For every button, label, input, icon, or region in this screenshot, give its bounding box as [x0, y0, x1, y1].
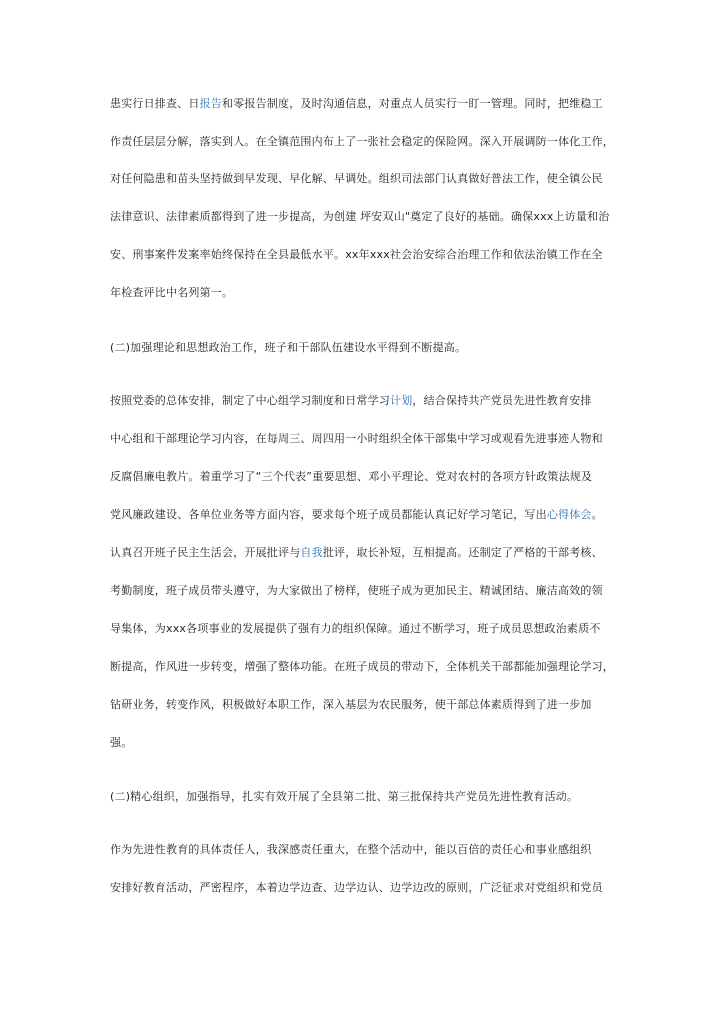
text-run: 安、刑事案件发案率始终保持在全县最低水平。xx年xxx社会治安综合治理工作和依法治镇工作在全: [110, 248, 603, 261]
section-heading-3: [110, 790, 620, 804]
paragraph-2-line-3: [110, 470, 620, 484]
text-run: 按照党委的总体安排，制定了中心组学习制度和日常学习: [110, 394, 390, 407]
paragraph-1-line-6: [110, 286, 620, 300]
text-run: 对任何隐患和苗头坚持做到早发现、早化解、早调处。组织司法部门认真做好普法工作，使全镇公民: [110, 172, 603, 185]
paragraph-2-line-8: [110, 660, 620, 674]
paragraph-2-line-5: [110, 546, 620, 560]
paragraph-1-line-3: [110, 172, 620, 186]
paragraph-1-line-1: [110, 97, 620, 111]
paragraph-1-line-4: [110, 210, 620, 224]
text-run: 认真召开班子民主生活会，开展批评与: [110, 546, 301, 559]
paragraph-2-line-10: [110, 736, 620, 750]
text-run: 中心组和干部理论学习内容，在每周三、周四用一小时组织全体干部集中学习或观看先进事迹人物和: [110, 432, 603, 445]
paragraph-3-line-1: [110, 843, 620, 857]
link-report[interactable]: 报告: [199, 97, 223, 110]
text-run: 年检查评比中名列第一。: [110, 286, 234, 299]
text-run: 作为先进性教育的具体责任人，我深感责任重大，在整个活动中，能以百倍的责任心和事业感组织: [110, 843, 592, 856]
paragraph-2-line-9: [110, 698, 620, 712]
paragraph-1-line-2: [110, 135, 620, 149]
text-run: 党风廉政建设、各单位业务等方面内容，要求每个班子成员都能认真记好学习笔记，写出: [110, 508, 547, 521]
heading-text: (二)加强理论和思想政治工作，班子和干部队伍建设水平得到不断提高。: [110, 341, 467, 354]
paragraph-3-line-2: [110, 881, 620, 895]
text-run: 法律意识、法律素质都得到了进一步提高，为创建 坪安双山"奠定了良好的基础。确保xxx上访量和治: [110, 210, 610, 223]
link-experience[interactable]: 心得体会: [546, 508, 592, 521]
paragraph-2-line-4: [110, 508, 620, 522]
link-plan[interactable]: 计划: [390, 394, 413, 407]
text-run: 强。: [110, 736, 133, 749]
text-run: 作责任层层分解，落实到人。在全镇范围内布上了一张社会稳定的保险网。深入开展调防一体化工作，: [110, 135, 614, 148]
section-heading-2: [110, 341, 620, 355]
text-run: 和零报告制度，及时沟通信息，对重点人员实行一盯一管理。同时，把维稳工: [222, 97, 603, 110]
text-run: 反腐倡廉电教片。着重学习了“三个代表”重要思想、邓小平理论、党对农村的各项方针政策法规及: [110, 470, 593, 483]
paragraph-1-line-5: [110, 248, 620, 262]
text-run: 导集体，为xxx各项事业的发展提供了强有力的组织保障。通过不断学习，班子成员思想政治素质不: [110, 622, 601, 635]
link-self[interactable]: 自我: [300, 546, 323, 559]
text-run: 安排好教育活动，严密程序，本着边学边查、边学边认、边学边改的原则，广泛征求对党组织和党员: [110, 881, 603, 894]
text-run: 批评，取长补短，互相提高。还制定了严格的干部考核、: [322, 546, 603, 559]
paragraph-2-line-6: [110, 584, 620, 598]
paragraph-2-line-1: [110, 394, 620, 408]
text-run: 患实行日排查、日: [110, 97, 200, 110]
text-run: 考勤制度，班子成员带头遵守，为大家做出了榜样，使班子成为更加民主、精诚团结、廉洁高效的领: [110, 584, 603, 597]
text-run: 。: [591, 508, 603, 521]
paragraph-2-line-2: [110, 432, 620, 446]
paragraph-2-line-7: [110, 622, 620, 636]
heading-text: (二)精心组织，加强指导，扎实有效开展了全县第二批、第三批保持共产党员先进性教育活动。: [110, 790, 579, 803]
text-run: 断提高，作风进一步转变，增强了整体功能。在班子成员的带动下，全体机关干部都能加强理论学习，: [110, 660, 614, 673]
text-run: 钻研业务，转变作风，积极做好本职工作，深入基层为农民服务，使干部总体素质得到了进一步加: [110, 698, 592, 711]
text-run: ，结合保持共产党员先进性教育安排: [412, 394, 592, 407]
